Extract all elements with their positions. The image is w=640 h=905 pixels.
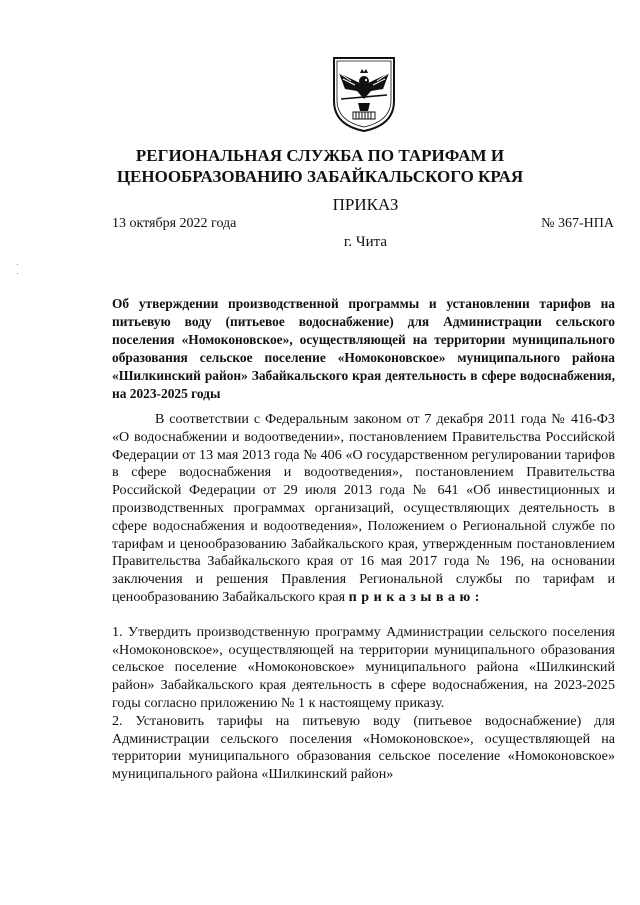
margin-marks (17, 264, 19, 284)
document-body (112, 411, 615, 784)
order-item-2: 2. Установить тарифы на питьевую воду (питьевое водоснабжение) для Администрации сельского поселения «Номоконовское», осуществляющей на территории муниципального образования сельское поселение «Номоконовское» муниципального района «Шилкинский район» (112, 712, 615, 783)
coat-of-arms-emblem (331, 55, 397, 133)
preamble-text: В соответствии с Федеральным законом от 7 декабря 2011 года № 416-ФЗ «О водоснабжении и водоотведении», постановлением Правительства Российской Федерации от 13 мая 2013 года № 406 «О государственном регулировании тарифов в сфере водоснабжения и водоотведения», постановлением Правительства Российской Федерации от 29 июля 2013 года № 641 «Об инвестиционных и производственных программах организаций, осуществляющих деятельность в сфере водоснабжения и водоотведения», Положением о Региональной службе по тарифам и ценообразованию Забайкальского края, утвержденным постановлением Правительства Забайкальского края от 16 мая 2017 года № 196, на основании заключения и решения Правления Региональной службы по тарифам и ценообразованию Забайкальского края (112, 411, 615, 605)
order-word: приказываю: (348, 588, 484, 605)
document-type: ПРИКАЗ (332, 195, 399, 214)
agency-title-line2: ЦЕНООБРАЗОВАНИЮ ЗАБАЙКАЛЬСКОГО КРАЯ (116, 167, 524, 186)
document-city: г. Чита (343, 234, 388, 250)
document-subject: Об утверждении производственной программы и установлении тарифов на питьевую воду (питьевое водоснабжение) для Администрации сельского поселения «Номоконовское», осуществляющей на территории муниципального образования сельское поселение «Номоконовское» муниципального района «Шилкинский район» Забайкальского края деятельность в сфере водоснабжения, на 2023-2025 годы (112, 296, 615, 401)
document-number: № 367-НПА (541, 216, 614, 231)
agency-title-line1: РЕГИОНАЛЬНАЯ СЛУЖБА ПО ТАРИФАМ И (135, 146, 505, 165)
order-item-1: 1. Утвердить производственную программу Администрации сельского поселения «Номоконовское», осуществляющей на территории муниципального образования сельское поселение «Номоконовское» муниципального района «Шилкинский район» Забайкальского края деятельность в сфере водоснабжения, на 2023-2025 годы согласно приложению № 1 к настоящему приказу. (112, 623, 615, 711)
preamble-paragraph (112, 411, 615, 607)
document-date: 13 октября 2022 года (112, 216, 237, 231)
